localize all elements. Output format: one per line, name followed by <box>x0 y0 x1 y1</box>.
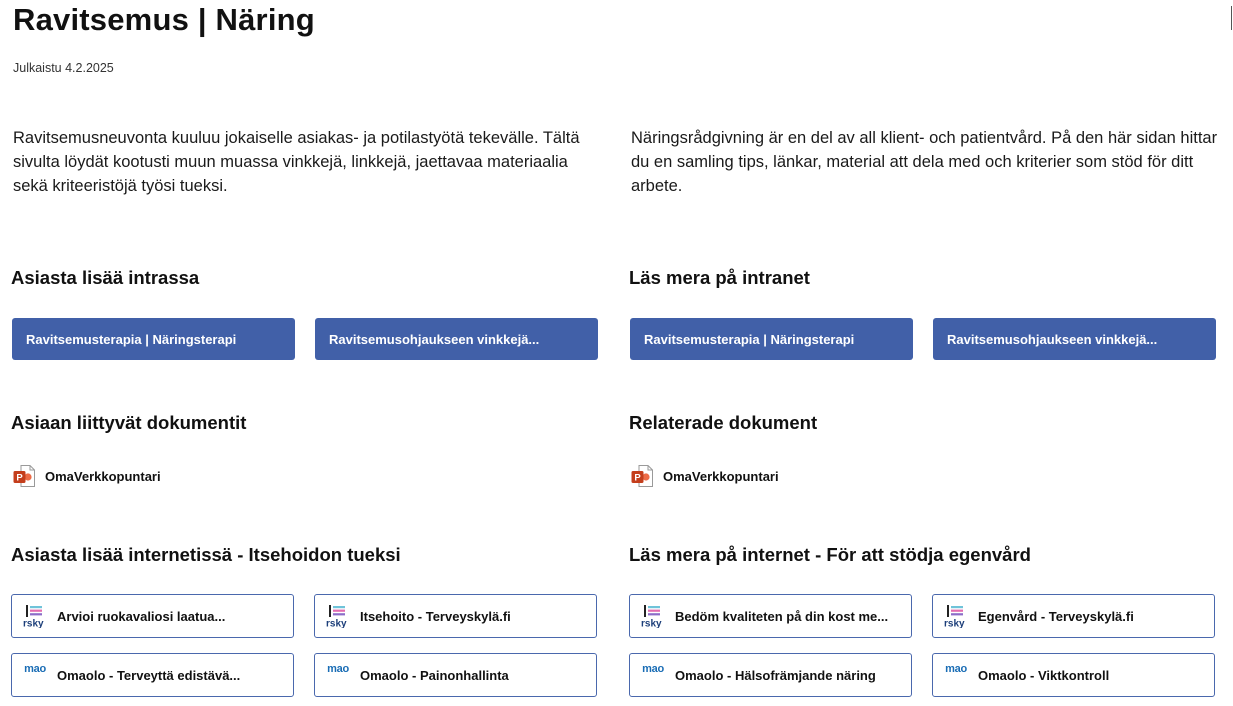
terveyskyla-logo-icon <box>944 604 968 628</box>
link-card-arvioi-ruokavaliosi[interactable] <box>11 594 294 638</box>
svg-text:P: P <box>16 472 23 484</box>
link-card-itsehoito-terveyskyla[interactable] <box>314 594 597 638</box>
document-link-label: OmaVerkkopuntari <box>45 468 161 484</box>
omaolo-logo-icon: mao <box>327 663 349 675</box>
page-title: Ravitsemus | Näring <box>13 2 315 37</box>
omaolo-logo-icon: mao <box>24 663 46 675</box>
heading-internet-sv: Läs mera på internet - För att stödja egenvård <box>629 544 1031 565</box>
document-link-omaverkkopuntari-fi[interactable] <box>13 463 161 489</box>
terveyskyla-logo-icon <box>641 604 665 628</box>
svg-text:rsky: rsky <box>326 618 347 628</box>
heading-documents-sv: Relaterade dokument <box>629 412 818 433</box>
heading-internet-fi: Asiasta lisää internetissä - Itsehoidon tueksi <box>11 544 401 565</box>
link-card-label: Itsehoito - Terveyskylä.fi <box>360 608 511 624</box>
link-card-omaolo-terveytta[interactable] <box>11 653 294 697</box>
link-card-label: Omaolo - Viktkontroll <box>978 667 1110 683</box>
published-date: Julkaistu 4.2.2025 <box>13 61 114 75</box>
svg-text:P: P <box>634 472 641 484</box>
link-card-omaolo-painonhallinta[interactable] <box>314 653 597 697</box>
link-card-label: Omaolo - Terveyttä edistävä... <box>57 667 241 683</box>
svg-text:rsky: rsky <box>944 618 965 628</box>
link-card-label: Arvioi ruokavaliosi laatua... <box>57 608 226 624</box>
powerpoint-file-icon <box>13 464 37 488</box>
heading-intranet-fi: Asiasta lisää intrassa <box>11 267 200 288</box>
intranet-button-vinkkeja-sv[interactable]: Ravitsemusohjaukseen vinkkejä... <box>933 318 1216 360</box>
document-link-omaverkkopuntari-sv[interactable] <box>631 463 779 489</box>
intranet-button-vinkkeja-fi[interactable]: Ravitsemusohjaukseen vinkkejä... <box>315 318 598 360</box>
link-card-label: Omaolo - Painonhallinta <box>360 667 509 683</box>
intranet-button-ravitsemusterapia-fi[interactable]: Ravitsemusterapia | Näringsterapi <box>12 318 295 360</box>
intranet-button-ravitsemusterapia-sv[interactable]: Ravitsemusterapia | Näringsterapi <box>630 318 913 360</box>
omaolo-logo-icon: mao <box>642 663 664 675</box>
svg-text:rsky: rsky <box>641 618 662 628</box>
omaolo-logo-icon: mao <box>945 663 967 675</box>
intro-text-sv: Näringsrådgivning är en del av all klient- och patientvård. På den här sidan hittar du en samling tips, länkar, material att dela med och kriterier som stöd för ditt arbete. <box>631 129 1218 195</box>
link-card-label: Omaolo - Hälsofrämjande näring <box>675 667 876 683</box>
link-card-omaolo-halsoframjande[interactable] <box>629 653 912 697</box>
link-card-label: Bedöm kvaliteten på din kost me... <box>675 608 889 624</box>
link-card-egenvard-terveyskyla[interactable] <box>932 594 1215 638</box>
terveyskyla-logo-icon <box>326 604 350 628</box>
link-card-label: Egenvård - Terveyskylä.fi <box>978 608 1134 624</box>
terveyskyla-logo-icon <box>23 604 47 628</box>
intro-text-fi: Ravitsemusneuvonta kuuluu jokaiselle asiakas- ja potilastyötä tekevälle. Tältä sivulta löydät kootusti muun muassa vinkkejä, linkkejä, jaettavaa materiaalia sekä kriteeristöjä työsi tueksi. <box>13 129 580 195</box>
heading-documents-fi: Asiaan liittyvät dokumentit <box>11 412 247 433</box>
scrollbar-edge <box>1231 6 1232 30</box>
svg-text:rsky: rsky <box>23 618 44 628</box>
powerpoint-file-icon <box>631 464 655 488</box>
link-card-omaolo-viktkontroll[interactable] <box>932 653 1215 697</box>
document-link-label: OmaVerkkopuntari <box>663 468 779 484</box>
link-card-bedom-kvaliteten[interactable] <box>629 594 912 638</box>
heading-intranet-sv: Läs mera på intranet <box>629 267 810 288</box>
